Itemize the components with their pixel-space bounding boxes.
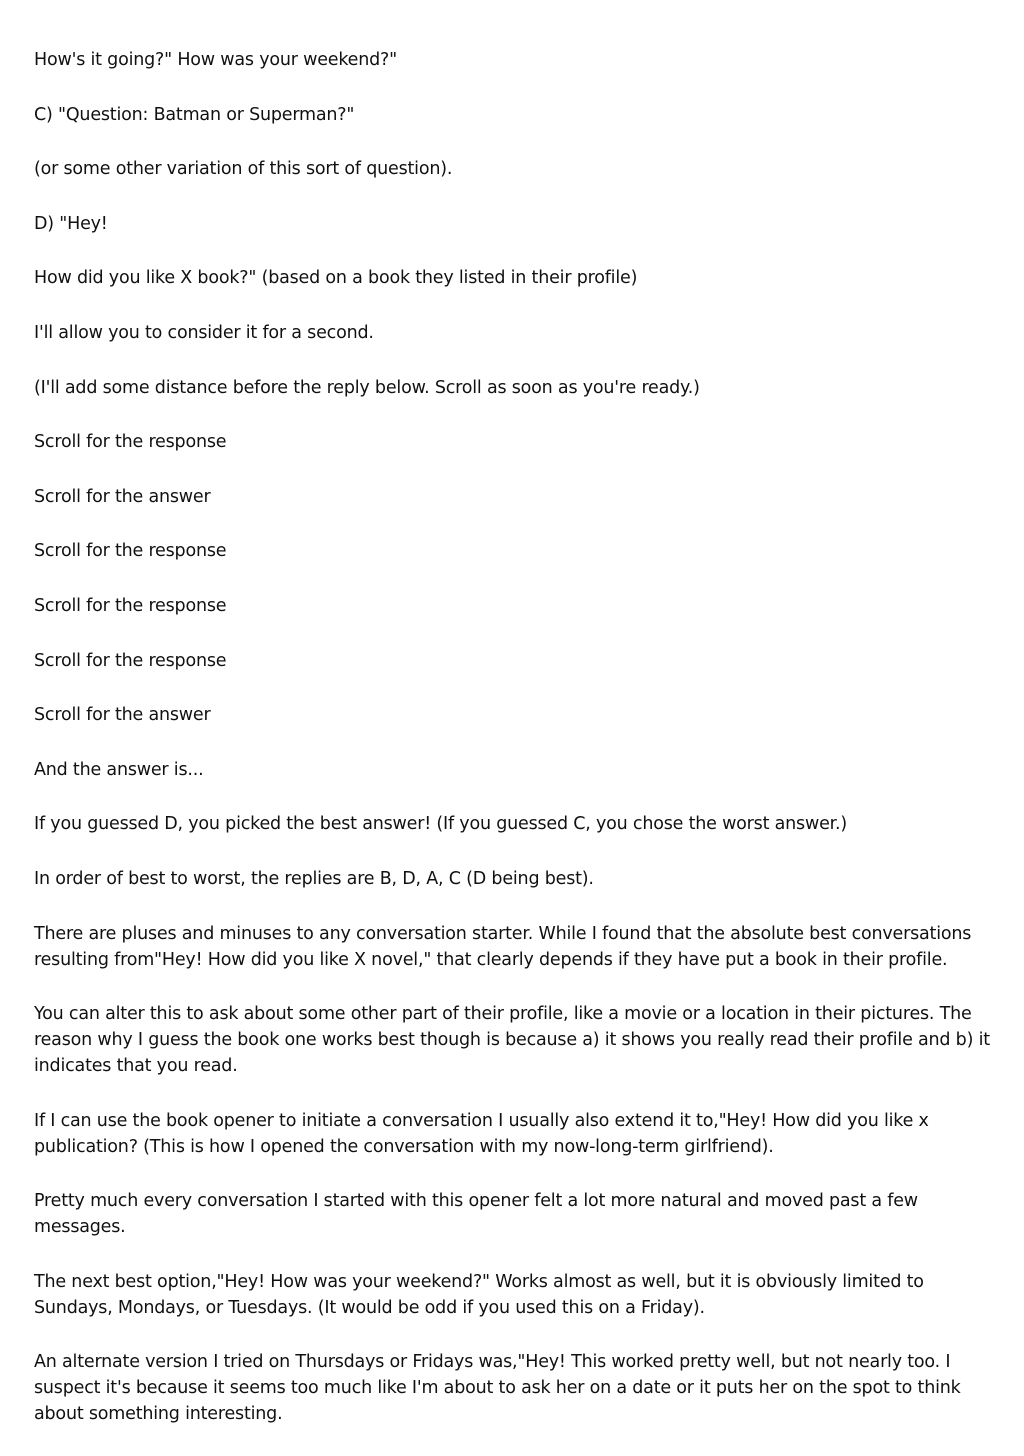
paragraph: The next best option,"Hey! How was your weekend?" Works almost as well, but it is obviously limited to Sundays, Mondays, or Tuesdays. (It would be odd if you used this on a Friday). [34,1271,924,1318]
paragraph: And the answer is... [34,759,204,780]
paragraph: Scroll for the response [34,432,227,453]
paragraph: (or some other variation of this sort of question). [34,159,453,180]
paragraph: If I can use the book opener to initiate a conversation I usually also extend it to,"Hey! How did you like x publication? (This is how I opened the conversation with my now-long-term girlfriend). [34,1110,929,1157]
paragraph: If you guessed D, you picked the best answer! (If you guessed C, you chose the worst answer.) [34,814,848,835]
paragraph: Pretty much every conversation I started with this opener felt a lot more natural and moved past a few messages. [34,1191,918,1238]
paragraph: An alternate version I tried on Thursdays or Fridays was,"Hey! This worked pretty well, but not nearly too. I suspect it's because it seems too much like I'm about to ask her on a date or it puts her on the spot to think about something interesting. [34,1352,961,1425]
paragraph: Scroll for the response [34,595,227,616]
paragraph: You can alter this to ask about some other part of their profile, like a movie or a location in their pictures. The reason why I guess the book one works best though is because a) it shows you really read their profile and b) it indicates that you read. [34,1004,990,1077]
paragraph: D) "Hey! [34,213,108,234]
paragraph: Scroll for the response [34,541,227,562]
paragraph: C) "Question: Batman or Superman?" [34,104,355,125]
paragraph: In order of best to worst, the replies are B, D, A, C (D being best). [34,868,594,889]
paragraph: Scroll for the response [34,650,227,671]
paragraph: How's it going?" How was your weekend?" [34,50,397,70]
paragraph: I'll allow you to consider it for a second. [34,322,374,343]
paragraph: How did you like X book?" (based on a book they listed in their profile) [34,268,638,289]
document-body [34,47,994,1456]
paragraph: Scroll for the answer [34,705,211,726]
paragraph: There are pluses and minuses to any conversation starter. While I found that the absolute best conversations resulting from"Hey! How did you like X novel," that clearly depends if they have put a book in their profile. [34,923,972,970]
paragraph: (I'll add some distance before the reply below. Scroll as soon as you're ready.) [34,377,700,398]
paragraph: Scroll for the answer [34,486,211,507]
